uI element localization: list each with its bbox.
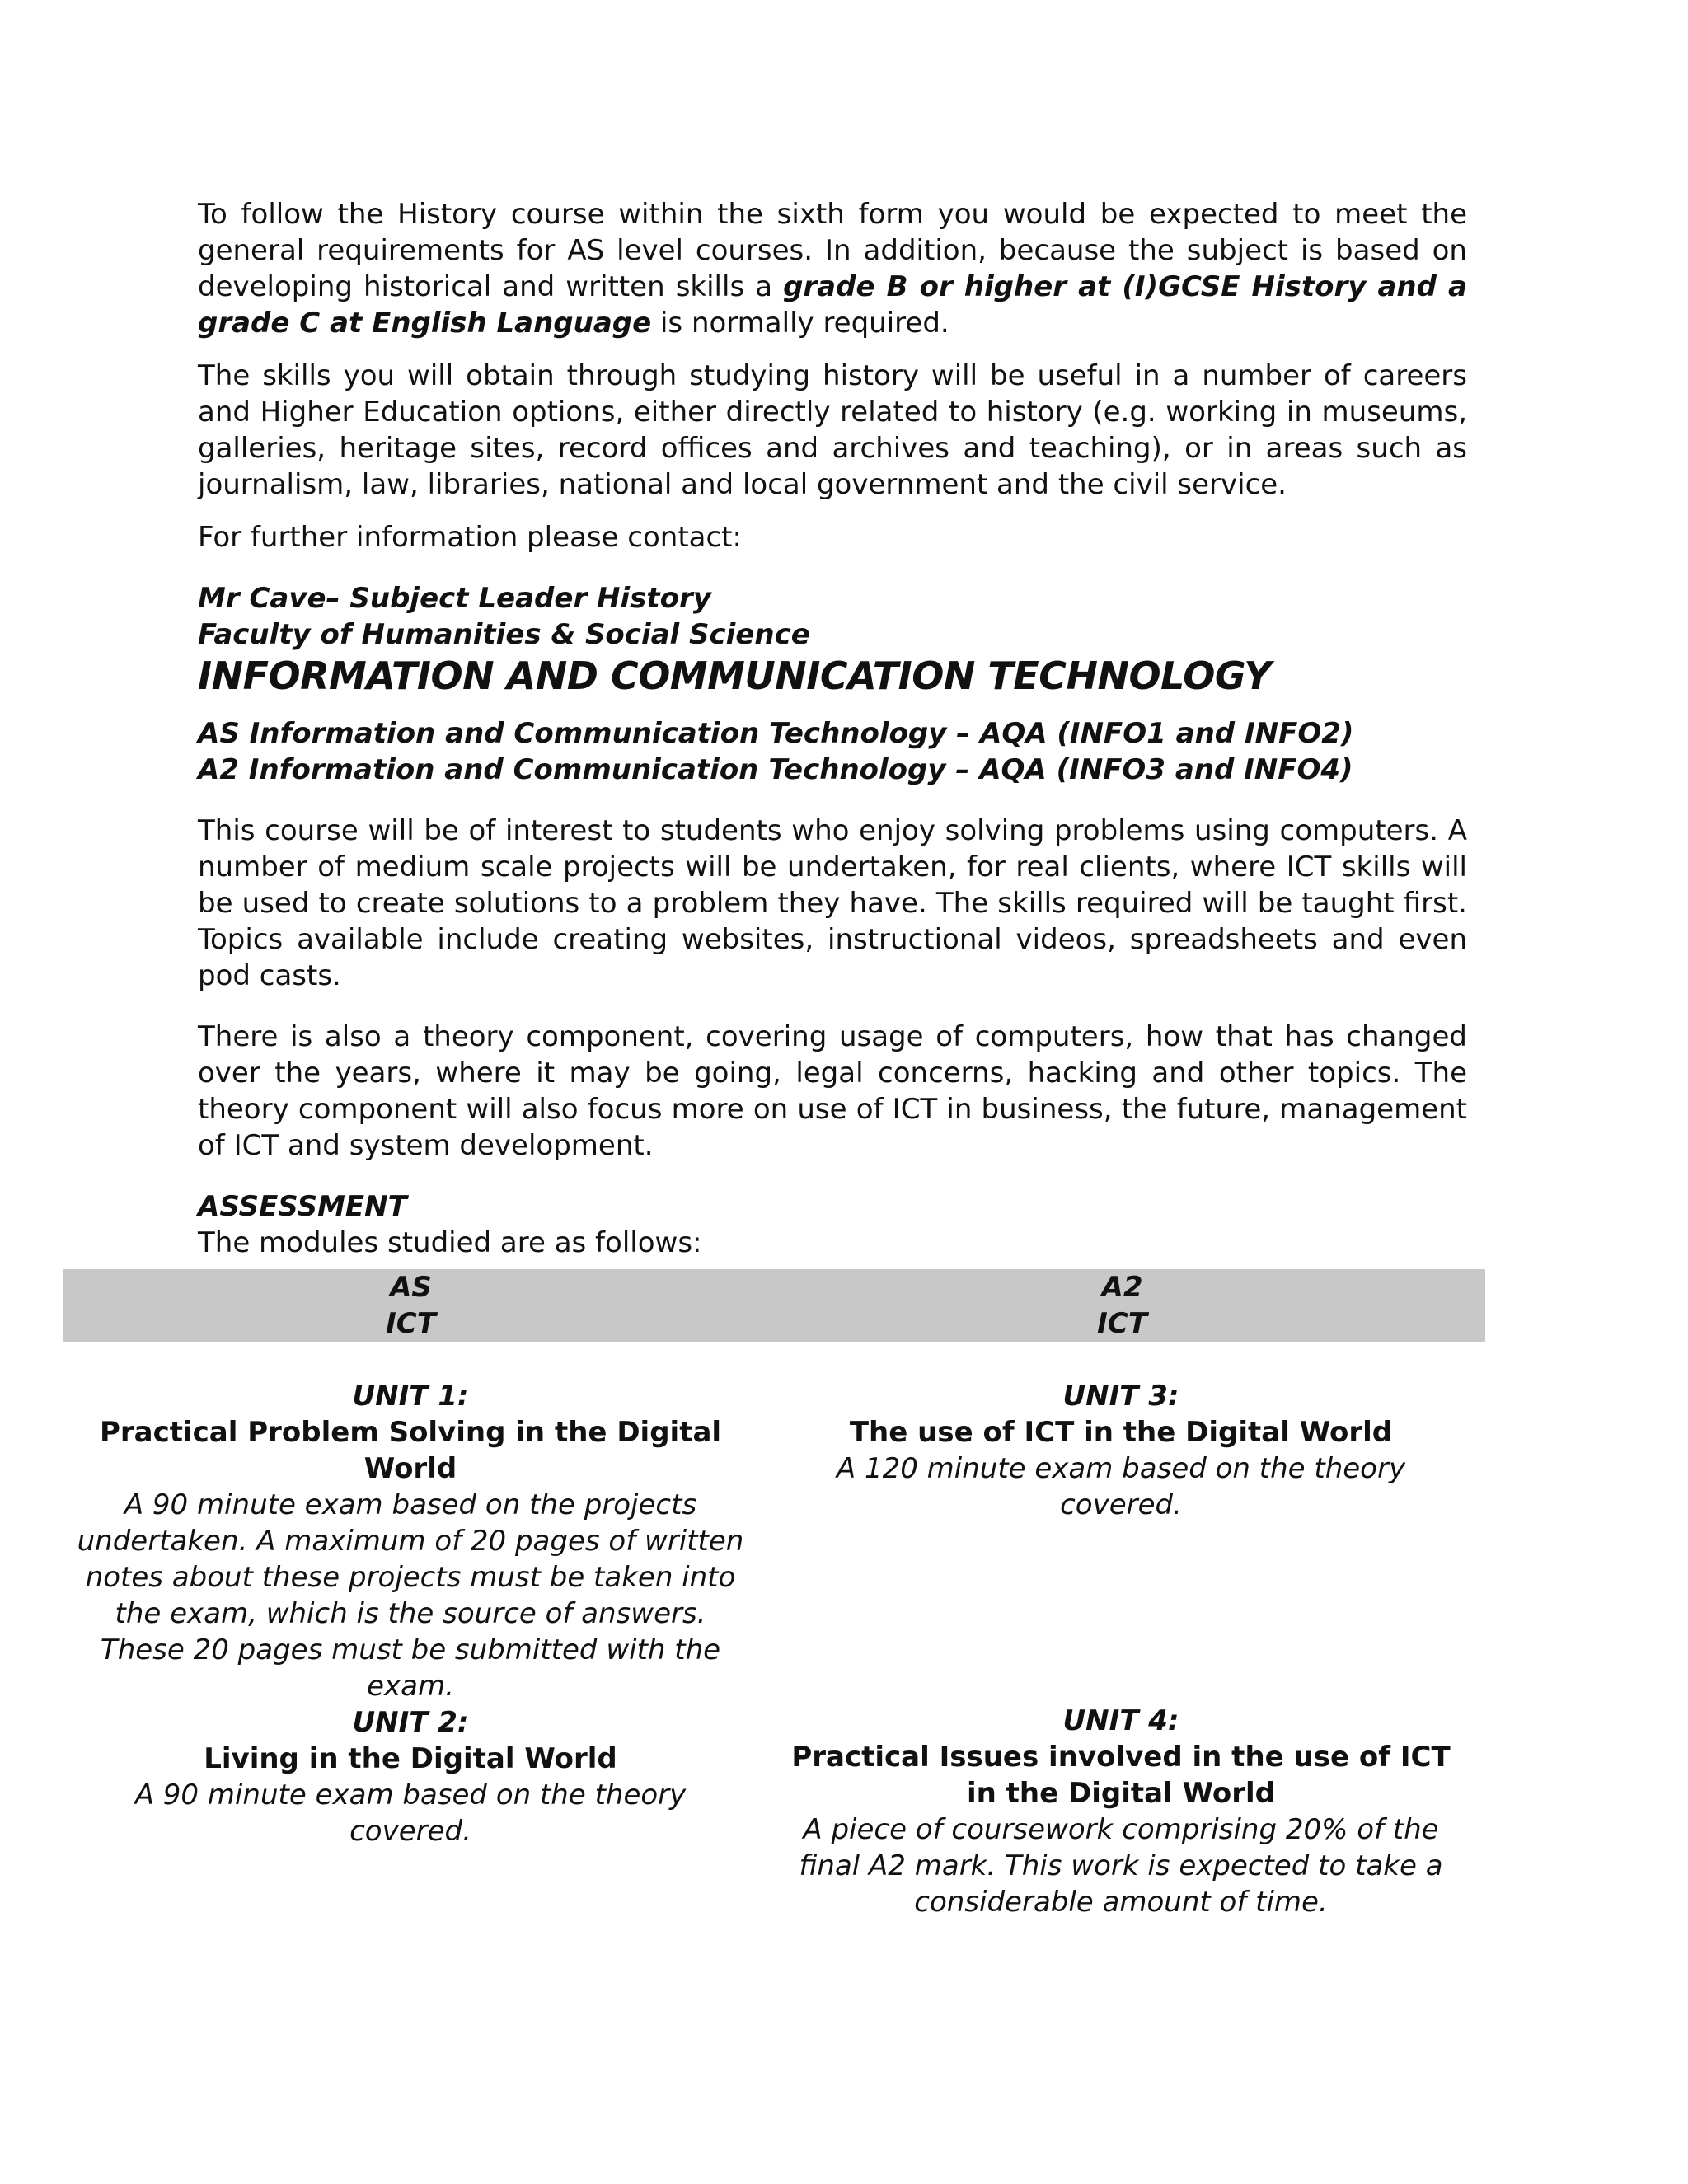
unit-1-label: UNIT 1: [352, 1380, 469, 1413]
history-contact-intro: For further information please contact: [198, 521, 742, 554]
assessment-intro: The modules studied are as follows: [198, 1226, 702, 1259]
ict-intro-paragraph: This course will be of interest to students who enjoy solving problems using computers. A number of medium scale projects will be undertaken, for real clients, where ICT skills will be used to create solutions to a problem they have. The skills required will be taught first. Topics available include creating websites, instructional videos, spreadsheets and even pod casts. [198, 814, 1467, 992]
contact-faculty: Faculty of Humanities & Social Science [198, 618, 810, 651]
modules-table-header [63, 1269, 1485, 1342]
ict-theory-paragraph: There is also a theory component, covering usage of computers, how that has changed over the years, where it may be going, legal concerns, hacking and other topics. The theory component will also focus more on use of ICT in business, the future, management of ICT and system development. [198, 1020, 1467, 1162]
unit-2 [73, 1704, 748, 1849]
unit-1-description: A 90 minute exam based on the projects undertaken. A maximum of 20 pages of written notes about these projects must be taken into the exam, which is the source of answers. These 20 pages must be submitted with the exam. [77, 1488, 744, 1703]
contact-name: Mr Cave– Subject Leader History [198, 582, 711, 615]
ict-section-title: INFORMATION AND COMMUNICATION TECHNOLOGY [198, 654, 1272, 698]
header-as-label: AS [390, 1271, 432, 1304]
history-requirements-text: To follow the History course within the sixth form you would be expected to meet the general requirements for AS level courses. In addition, because the subject is based on developing historical and written skills a [198, 198, 1467, 303]
header-a2-label: A2 [1101, 1271, 1143, 1304]
unit-4 [779, 1703, 1463, 1920]
unit-3 [779, 1378, 1463, 1523]
history-careers-paragraph: The skills you will obtain through studying history will be useful in a number of careers and Higher Education options, either directly related to history (e.g. working in museums, galleries, heritage sites, record offices and archives and teaching), or in areas such as journalism, law, libraries, national and local government and the civil service. [198, 359, 1467, 501]
a2-units-column [779, 1378, 1463, 1920]
header-as-subject: ICT [386, 1307, 436, 1340]
unit-2-title: Living in the Digital World [204, 1742, 617, 1775]
history-requirements-end: is normally required. [651, 307, 950, 340]
unit-3-label: UNIT 3: [1062, 1380, 1179, 1413]
header-as-ict [63, 1269, 759, 1342]
unit-4-title: Practical Issues involved in the use of ICT in the Digital World [791, 1741, 1451, 1810]
header-a2-subject: ICT [1097, 1307, 1147, 1340]
unit-3-description: A 120 minute exam based on the theory covered. [836, 1452, 1406, 1521]
ict-course-list [198, 715, 1467, 788]
unit-3-title: The use of ICT in the Digital World [849, 1416, 1393, 1449]
main-content [198, 196, 1467, 1261]
as-units-column [73, 1378, 748, 1849]
history-entry-requirements [198, 196, 1467, 341]
unit-1-title: Practical Problem Solving in the Digital World [99, 1416, 722, 1485]
unit-2-description: A 90 minute exam based on the theory covered. [134, 1779, 687, 1848]
unit-2-label: UNIT 2: [352, 1706, 469, 1739]
unit-4-description: A piece of coursework comprising 20% of the final A2 mark. This work is expected to take a considerable amount of time. [799, 1813, 1443, 1919]
history-grade-requirement: grade B or higher at (I)GCSE History and a grade C at English Language [198, 270, 1467, 340]
course-a2: A2 Information and Communication Technology – AQA (INFO3 and INFO4) [198, 753, 1353, 786]
unit-1 [73, 1378, 748, 1704]
unit-4-label: UNIT 4: [1062, 1704, 1179, 1737]
header-a2-ict [759, 1269, 1485, 1342]
assessment-heading: ASSESSMENT [198, 1190, 407, 1223]
course-as: AS Information and Communication Technology – AQA (INFO1 and INFO2) [198, 717, 1354, 750]
